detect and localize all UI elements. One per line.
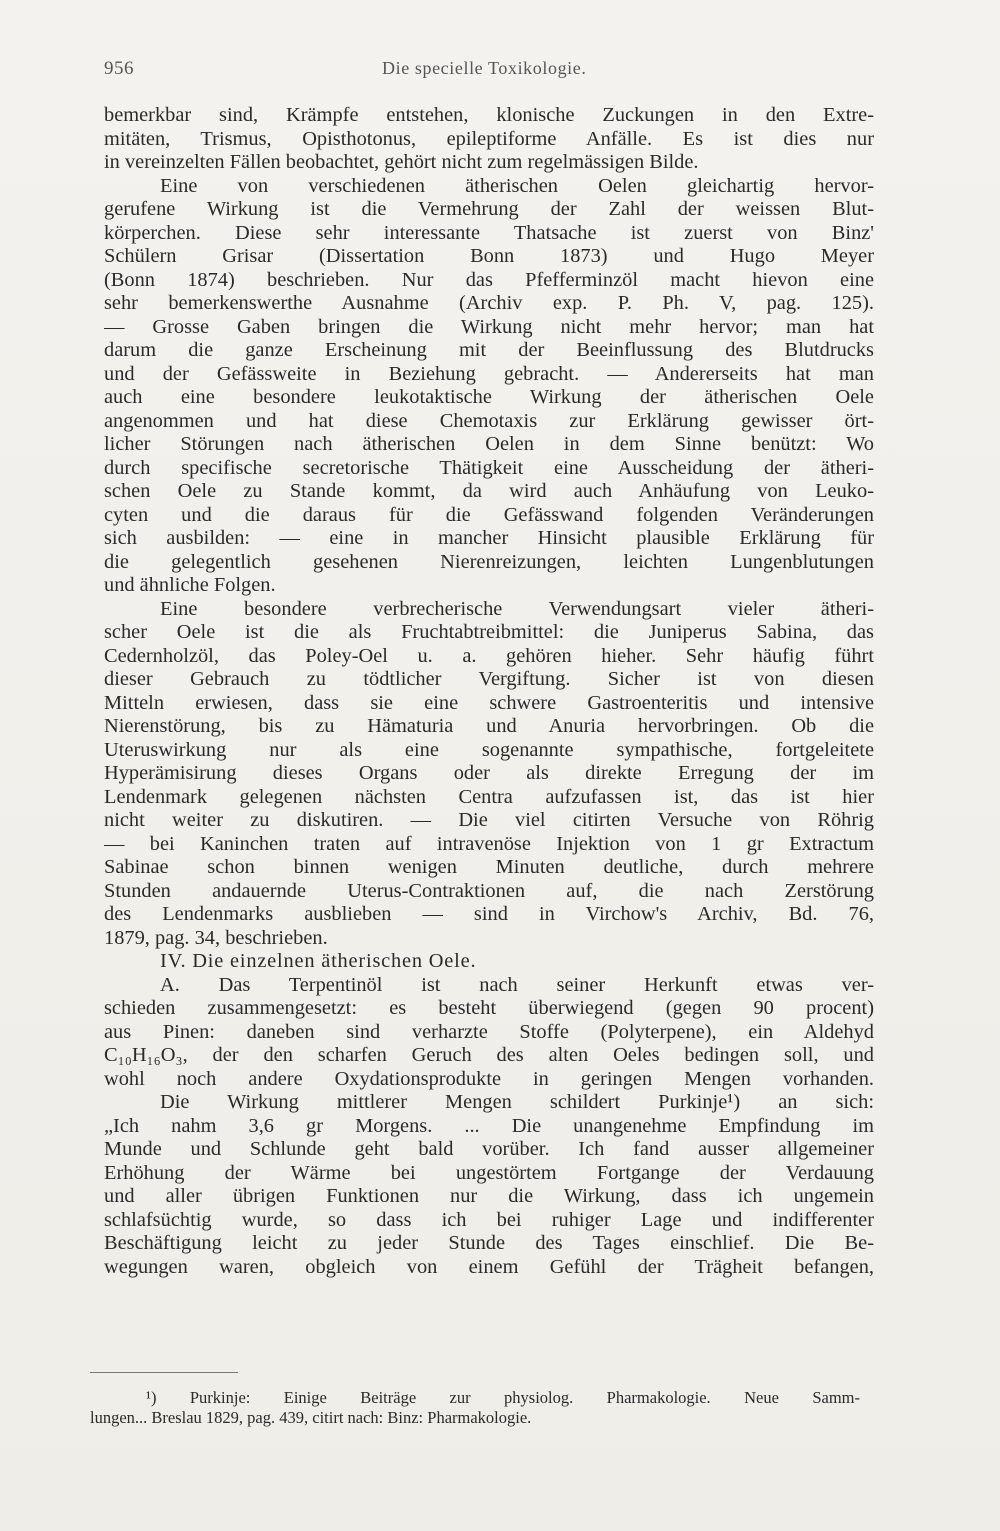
text-line: schlafsüchtig wurde, so dass ich bei ruhiger Lage und indifferenter [104,1208,874,1231]
running-title: Die specielle Toxikologie. [382,58,587,78]
text-line: sehr bemerkenswerthe Ausnahme (Archiv exp. P. Ph. V, pag. 125). [104,292,874,314]
text-line: Erhöhung der Wärme bei ungestörtem Fortgange der Verdauung [104,1161,874,1184]
text-line: wegungen waren, obgleich von einem Gefühl der Trägheit befangen, [104,1255,874,1278]
text-line: Lendenmark gelegenen nächsten Centra aufzufassen ist, das ist hier [104,785,874,808]
section-heading: IV. Die einzelnen ätherischen Oele. [160,950,477,972]
text-line: dieser Gebrauch zu tödtlicher Vergiftung. Sicher ist von diesen [104,668,874,690]
text-line: Stunden andauernde Uterus-Contraktionen auf, die nach Zerstörung [104,879,874,902]
text-line: — bei Kaninchen traten auf intravenöse Injektion von 1 gr Extractum [104,832,874,855]
text-line: — Grosse Gaben bringen die Wirkung nicht mehr hervor; man hat [104,315,874,338]
text-line: mitäten, Trismus, Opisthotonus, epileptiforme Anfälle. Es ist dies nur [104,127,874,150]
text-line: bemerkbar sind, Krämpfe entstehen, klonische Zuckungen in den Extre- [104,104,874,126]
page-header [104,58,874,84]
text-line: und ähnliche Folgen. [104,574,276,596]
footnote-rule [90,1372,238,1373]
text-line: und der Gefässweite in Beziehung gebracht. — Andererseits hat man [104,362,874,385]
text-line: Beschäftigung leicht zu jeder Stunde des Tages einschlief. Die Be- [104,1232,874,1254]
text-line: sich ausbilden: — eine in mancher Hinsicht plausible Erklärung für [104,527,874,549]
text-line: licher Störungen nach ätherischen Oelen in dem Sinne benützt: Wo [104,433,874,455]
text-line: cyten und die daraus für die Gefässwand folgenden Veränderungen [104,503,874,526]
text-line: „Ich nahm 3,6 gr Morgens. ... Die unangenehme Empfindung im [104,1114,874,1137]
footnotes [90,1388,860,1428]
text-line: Munde und Schlunde geht bald vorüber. Ich fand ausser allgemeiner [104,1138,874,1160]
text-line: Uteruswirkung nur als eine sogenannte sympathische, fortgeleitete [104,738,874,761]
text-line: körperchen. Diese sehr interessante Thatsache ist zuerst von Binz' [104,221,874,244]
footnote-line: ¹) Purkinje: Einige Beiträge zur physiolog. Pharmakologie. Neue Samm- [146,1388,860,1407]
text-line: Schülern Grisar (Dissertation Bonn 1873) und Hugo Meyer [104,245,874,267]
text-line: auch eine besondere leukotaktische Wirkung der ätherischen Oele [104,386,874,408]
text-line: darum die ganze Erscheinung mit der Beeinflussung des Blutdrucks [104,339,874,361]
text-line: Mitteln erwiesen, dass sie eine schwere Gastroenteritis und intensive [104,691,874,714]
body-text [104,104,874,1279]
text-line: A. Das Terpentinöl ist nach seiner Herkunft etwas ver- [160,973,874,996]
text-line: durch specifische secretorische Thätigkeit eine Ausscheidung der ätheri- [104,456,874,479]
text-line: schieden zusammengesetzt: es besteht überwiegend (gegen 90 procent) [104,997,874,1019]
text-line: Nierenstörung, bis zu Hämaturia und Anuria hervorbringen. Ob die [104,715,874,737]
text-line: nicht weiter zu diskutiren. — Die viel citirten Versuche von Röhrig [104,809,874,831]
text-line: Die Wirkung mittlerer Mengen schildert Purkinje¹) an sich: [160,1091,874,1113]
text-line: aus Pinen: daneben sind verharzte Stoffe (Polyterpene), ein Aldehyd [104,1020,874,1043]
page-number: 956 [104,58,134,79]
text-line: die gelegentlich gesehenen Nierenreizungen, leichten Lungenblutungen [104,550,874,573]
text-line: scher Oele ist die als Fruchtabtreibmittel: die Juniperus Sabina, das [104,621,874,643]
text-line: und aller übrigen Funktionen nur die Wirkung, dass ich ungemein [104,1185,874,1207]
text-line: (Bonn 1874) beschrieben. Nur das Pfefferminzöl macht hievon eine [104,268,874,291]
text-line: Hyperämisirung dieses Organs oder als direkte Erregung der im [104,762,874,784]
text-line: des Lendenmarks ausblieben — sind in Virchow's Archiv, Bd. 76, [104,903,874,925]
text-line: gerufene Wirkung ist die Vermehrung der Zahl der weissen Blut- [104,198,874,220]
text-line: in vereinzelten Fällen beobachtet, gehört nicht zum regelmässigen Bilde. [104,151,699,173]
text-line: wohl noch andere Oxydationsprodukte in geringen Mengen vorhanden. [104,1067,874,1090]
text-line: Eine besondere verbrecherische Verwendungsart vieler ätheri- [160,597,874,620]
text-line: schen Oele zu Stande kommt, da wird auch Anhäufung von Leuko- [104,480,874,502]
text-line: 1879, pag. 34, beschrieben. [104,926,328,949]
text-line: Cedernholzöl, das Poley-Oel u. a. gehören hieher. Sehr häufig führt [104,644,874,667]
text-line: Eine von verschiedenen ätherischen Oelen gleichartig hervor- [160,174,874,197]
footnote-line: lungen... Breslau 1829, pag. 439, citirt nach: Binz: Pharmakologie. [90,1408,532,1427]
text-line: C₁₀H₁₆O₃, der den scharfen Geruch des alten Oeles bedingen soll, und [104,1044,874,1066]
text-line: Sabinae schon binnen wenigen Minuten deutliche, durch mehrere [104,856,874,878]
text-line: angenommen und hat diese Chemotaxis zur Erklärung gewisser ört- [104,409,874,432]
